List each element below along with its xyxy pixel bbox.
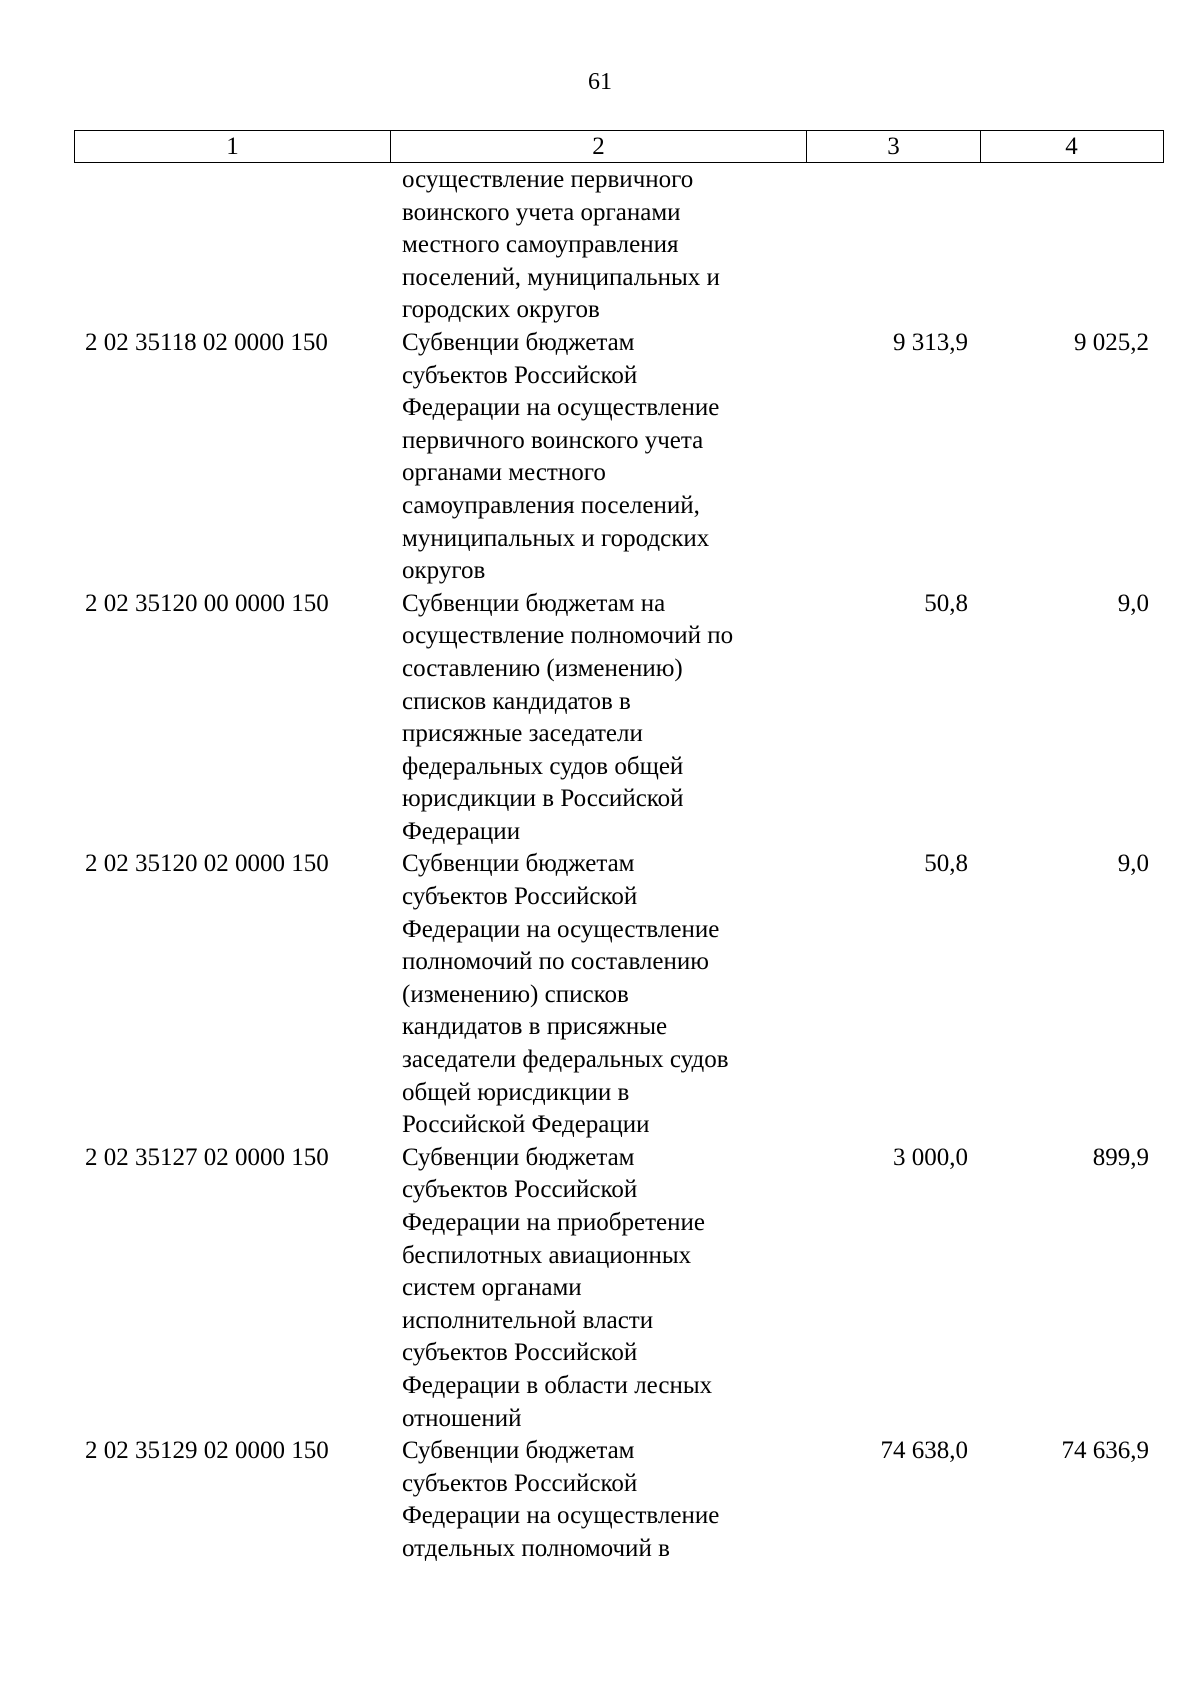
revenue-name-line: осуществление полномочий по: [402, 622, 734, 650]
revenue-name-line: Субвенции бюджетам: [402, 328, 635, 356]
revenue-name-line: исполнительной власти: [402, 1306, 654, 1334]
revenue-name-line: субъектов Российской: [402, 883, 638, 911]
header-cell-1: 1: [75, 131, 391, 162]
revenue-name: [390, 1435, 806, 1565]
revenue-name-line: субъектов Российской: [402, 1176, 638, 1204]
amount-column-4: 74 636,9: [1061, 1437, 1149, 1465]
revenue-name-line: Федерации в области лесных: [402, 1371, 713, 1399]
amount-column-4: 9,0: [1117, 589, 1149, 617]
revenue-name-line: кандидатов в присяжные: [402, 1013, 668, 1041]
header-cell-3: 3: [807, 131, 981, 162]
revenue-name-line: самоуправления поселений,: [402, 491, 700, 519]
revenue-name-line: Субвенции бюджетам: [402, 1143, 635, 1171]
revenue-name: [390, 164, 806, 327]
revenue-name-line: списков кандидатов в: [402, 687, 631, 715]
revenue-name-line: заседатели федеральных судов: [402, 1046, 729, 1074]
revenue-name-line: субъектов Российской: [402, 361, 638, 389]
revenue-name-line: Федерации на осуществление: [402, 394, 720, 422]
amount-column-4: 9 025,2: [1074, 328, 1149, 356]
revenue-name-line: Федерации: [402, 817, 521, 845]
amount-column-3: 74 638,0: [880, 1437, 968, 1465]
budget-code: 2 02 35129 02 0000 150: [85, 1437, 329, 1465]
revenue-name-line: отношений: [402, 1404, 522, 1432]
table-row: [74, 1142, 1164, 1435]
revenue-name-line: субъектов Российской: [402, 1339, 638, 1367]
revenue-name-line: субъектов Российской: [402, 1469, 638, 1497]
budget-code: 2 02 35118 02 0000 150: [85, 328, 328, 356]
revenue-name-line: общей юрисдикции в: [402, 1078, 630, 1106]
amount-column-3: 3 000,0: [893, 1143, 968, 1171]
revenue-name-line: федеральных судов общей: [402, 752, 684, 780]
amount-column-3: 50,8: [924, 850, 968, 878]
table-body: [74, 164, 1164, 1566]
revenue-name-line: осуществление первичного: [402, 166, 694, 193]
table-row: [74, 327, 1164, 588]
revenue-name-line: Российской Федерации: [402, 1111, 650, 1139]
revenue-name-line: Субвенции бюджетам на: [402, 589, 666, 617]
revenue-name-line: поселений, муниципальных и: [402, 263, 720, 291]
revenue-name: [390, 848, 806, 1141]
budget-code: 2 02 35120 02 0000 150: [85, 850, 329, 878]
amount-column-4: 9,0: [1117, 850, 1149, 878]
revenue-name-line: беспилотных авиационных: [402, 1241, 692, 1269]
header-cell-4: 4: [1065, 133, 1078, 160]
amount-column-4: 899,9: [1092, 1143, 1149, 1171]
revenue-name-line: присяжные заседатели: [402, 720, 643, 748]
revenue-name-line: систем органами: [402, 1274, 582, 1302]
revenue-name-line: (изменению) списков: [402, 980, 629, 1008]
revenue-name: [390, 1142, 806, 1435]
revenue-name-line: местного самоуправления: [402, 231, 679, 259]
revenue-name-line: Федерации на осуществление: [402, 915, 720, 943]
header-cell-2: 2: [391, 131, 807, 162]
table-row: [74, 588, 1164, 849]
revenue-name-line: муниципальных и городских: [402, 524, 710, 552]
revenue-name-line: городских округов: [402, 296, 600, 324]
table-header: [74, 130, 1164, 163]
revenue-name: [390, 588, 806, 849]
amount-column-3: 50,8: [924, 589, 968, 617]
revenue-name-line: первичного воинского учета: [402, 426, 704, 454]
table-row: [74, 1435, 1164, 1565]
revenue-name-line: органами местного: [402, 459, 606, 487]
revenue-name: [390, 327, 806, 588]
revenue-name-line: Субвенции бюджетам: [402, 1437, 635, 1465]
page-number: 61: [588, 69, 612, 95]
revenue-name-line: отдельных полномочий в: [402, 1534, 670, 1562]
budget-code: 2 02 35120 00 0000 150: [85, 589, 329, 617]
revenue-name-line: юрисдикции в Российской: [402, 785, 684, 813]
revenue-name-line: Федерации на осуществление: [402, 1502, 720, 1530]
revenue-name-line: Субвенции бюджетам: [402, 850, 635, 878]
budget-code: 2 02 35127 02 0000 150: [85, 1143, 329, 1171]
amount-column-3: 9 313,9: [893, 328, 968, 356]
revenue-name-line: воинского учета органами: [402, 198, 681, 226]
revenue-name-line: составлению (изменению): [402, 654, 683, 682]
revenue-name-line: Федерации на приобретение: [402, 1209, 705, 1236]
table-row: [74, 164, 1164, 327]
revenue-name-line: полномочий по составлению: [402, 948, 709, 976]
revenue-name-line: округов: [402, 557, 486, 585]
table-row: [74, 848, 1164, 1141]
